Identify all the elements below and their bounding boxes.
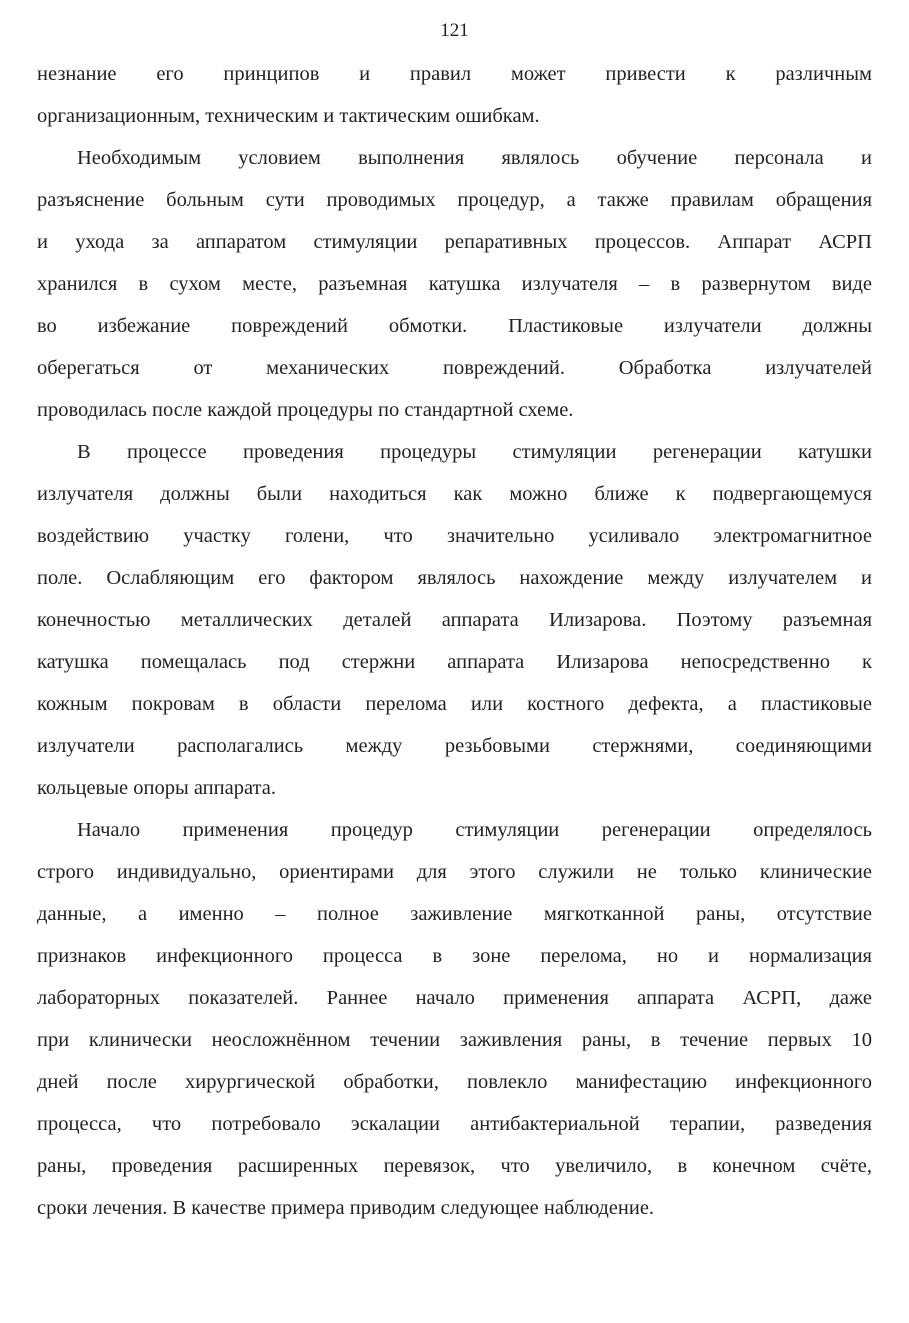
- text-line: раны, проведения расширенных перевязок, что увеличило, в конечном счёте,: [37, 1155, 872, 1177]
- text-line: катушка помещалась под стержни аппарата Илизарова непосредственно к: [37, 651, 872, 673]
- text-line: признаков инфекционного процесса в зоне перелома, но и нормализация: [37, 945, 872, 967]
- text-line: оберегаться от механических повреждений. Обработка излучателей: [37, 357, 872, 379]
- text-line: Необходимым условием выполнения являлось обучение персонала и: [77, 147, 872, 169]
- text-line: процесса, что потребовало эскалации антибактериальной терапии, разведения: [37, 1113, 872, 1135]
- text-line: кольцевые опоры аппарата.: [37, 777, 276, 799]
- text-line: данные, а именно – полное заживление мягкотканной раны, отсутствие: [37, 903, 872, 925]
- text-line: и ухода за аппаратом стимуляции репаративных процессов. Аппарат АСРП: [37, 231, 872, 253]
- text-line: конечностью металлических деталей аппарата Илизарова. Поэтому разъемная: [37, 609, 872, 631]
- text-line: строго индивидуально, ориентирами для этого служили не только клинические: [37, 861, 872, 883]
- text-line: поле. Ослабляющим его фактором являлось нахождение между излучателем и: [37, 567, 872, 589]
- text-line: В процессе проведения процедуры стимуляции регенерации катушки: [77, 441, 872, 463]
- text-line: излучателя должны были находиться как можно ближе к подвергающемуся: [37, 483, 872, 505]
- text-line: хранился в сухом месте, разъемная катушка излучателя – в развернутом виде: [37, 273, 872, 295]
- text-line: проводилась после каждой процедуры по стандартной схеме.: [37, 399, 574, 421]
- page-number: 121: [440, 20, 469, 41]
- text-line: Начало применения процедур стимуляции регенерации определялось: [77, 819, 872, 841]
- text-line: кожным покровам в области перелома или костного дефекта, а пластиковые: [37, 693, 872, 715]
- text-line: во избежание повреждений обмотки. Пластиковые излучатели должны: [37, 315, 872, 337]
- text-line: дней после хирургической обработки, повлекло манифестацию инфекционного: [37, 1071, 872, 1093]
- text-line: незнание его принципов и правил может привести к различным: [37, 63, 872, 85]
- text-line: лабораторных показателей. Раннее начало применения аппарата АСРП, даже: [37, 987, 872, 1009]
- text-line: сроки лечения. В качестве примера приводим следующее наблюдение.: [37, 1197, 655, 1219]
- text-line: излучатели располагались между резьбовыми стержнями, соединяющими: [37, 735, 872, 757]
- text-line: организационным, техническим и тактическим ошибкам.: [37, 105, 540, 127]
- text-line: воздействию участку голени, что значительно усиливало электромагнитное: [37, 525, 872, 547]
- text-line: при клинически неосложнённом течении заживления раны, в течение первых 10: [37, 1029, 872, 1051]
- text-line: разъяснение больным сути проводимых процедур, а также правилам обращения: [37, 189, 872, 211]
